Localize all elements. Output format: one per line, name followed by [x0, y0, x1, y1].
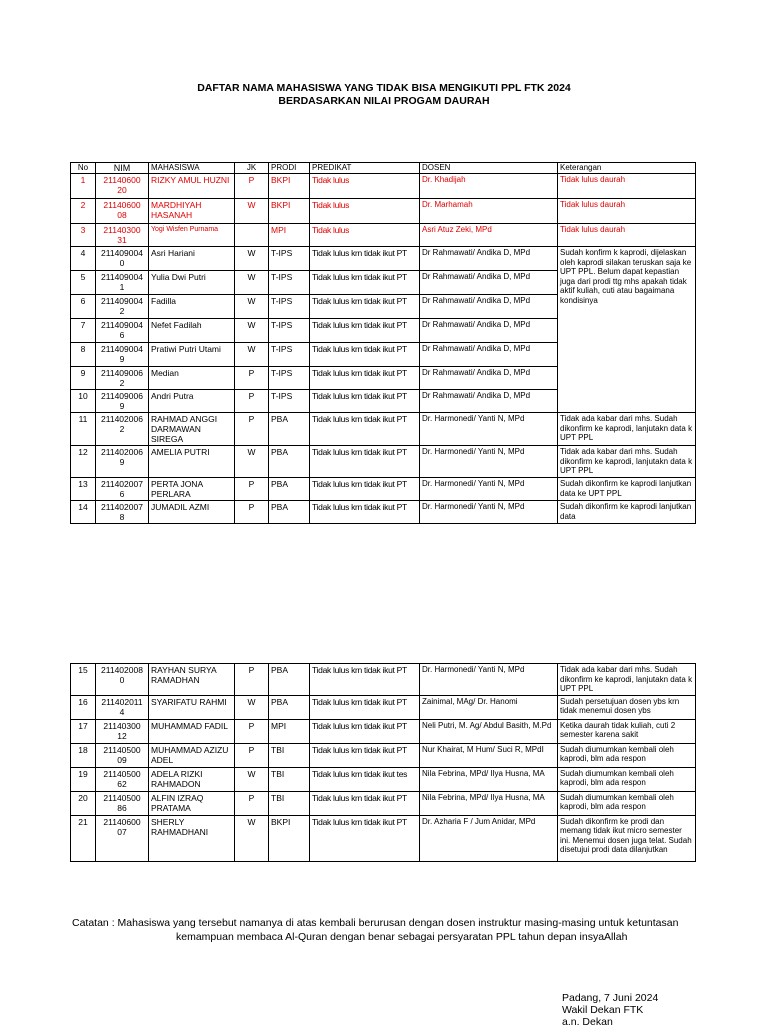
cell-dosen: Asri Atuz Zeki, MPd [420, 224, 558, 247]
table-row [71, 767, 696, 791]
cell-nim: 21140500 62 [96, 767, 149, 791]
cell-no: 6 [71, 295, 96, 319]
cell-prodi: PBA [269, 664, 310, 696]
cell-prodi: PBA [269, 695, 310, 719]
cell-mahasiswa: MARDHIYAH HASANAH [149, 199, 235, 224]
cell-prodi: T-IPS [269, 295, 310, 319]
cell-predikat: Tidak lulus krn tidak ikut PT [310, 247, 420, 271]
cell-predikat: Tidak lulus krn tidak ikut PT [310, 295, 420, 319]
cell-nim: 211402006 9 [96, 446, 149, 478]
table-row [71, 446, 696, 478]
cell-nim: 211402006 2 [96, 413, 149, 446]
document-subtitle: BERDASARKAN NILAI PROGAM DAURAH [278, 95, 490, 107]
cell-no: 2 [71, 199, 96, 224]
header-jk: JK [235, 163, 269, 174]
cell-predikat: Tidak lulus krn tidak ikut PT [310, 367, 420, 390]
cell-jk: P [235, 478, 269, 501]
cell-jk: W [235, 695, 269, 719]
cell-keterangan: Sudah dikonfirm ke kaprodi lanjutkan data ke UPT PPL [558, 478, 696, 501]
cell-prodi: PBA [269, 478, 310, 501]
cell-predikat: Tidak lulus krn tidak ikut PT [310, 695, 420, 719]
header-keterangan: Keterangan [558, 163, 696, 174]
cell-jk: W [235, 247, 269, 271]
cell-predikat: Tidak lulus krn tidak ikut PT [310, 791, 420, 815]
cell-predikat: Tidak lulus krn tidak ikut PT [310, 413, 420, 446]
cell-no: 18 [71, 743, 96, 767]
cell-jk: P [235, 174, 269, 199]
cell-mahasiswa: Median [149, 367, 235, 390]
cell-no: 20 [71, 791, 96, 815]
cell-prodi: TBI [269, 767, 310, 791]
cell-nim: 211409004 2 [96, 295, 149, 319]
signature-place-date: Padang, 7 Juni 2024 [562, 992, 659, 1004]
cell-no: 14 [71, 501, 96, 524]
cell-no: 10 [71, 390, 96, 413]
cell-dosen: Neli Putri, M. Ag/ Abdul Basith, M.Pd [420, 719, 558, 743]
cell-prodi: T-IPS [269, 247, 310, 271]
cell-nim: 211402011 4 [96, 695, 149, 719]
cell-prodi: T-IPS [269, 271, 310, 295]
cell-keterangan: Sudah diumumkan kembali oleh kaprodi, blm ada respon [558, 791, 696, 815]
cell-prodi: TBI [269, 743, 310, 767]
cell-predikat: Tidak lulus krn tidak ikut tes [310, 767, 420, 791]
cell-predikat: Tidak lulus krn tidak ikut PT [310, 343, 420, 367]
cell-predikat: Tidak lulus [310, 199, 420, 224]
cell-mahasiswa: ALFIN IZRAQ PRATAMA [149, 791, 235, 815]
cell-dosen: Dr Rahmawati/ Andika D, MPd [420, 295, 558, 319]
table-header-row [71, 163, 696, 174]
cell-no: 7 [71, 319, 96, 343]
cell-dosen: Dr Rahmawati/ Andika D, MPd [420, 319, 558, 343]
cell-predikat: Tidak lulus krn tidak ikut PT [310, 319, 420, 343]
table-row [71, 719, 696, 743]
table-row [71, 247, 696, 271]
cell-keterangan: Tidak lulus daurah [558, 174, 696, 199]
cell-dosen: Dr. Harmonedi/ Yanti N, MPd [420, 664, 558, 696]
cell-jk: W [235, 446, 269, 478]
cell-keterangan: Sudah diumumkan kembali oleh kaprodi, blm ada respon [558, 743, 696, 767]
cell-jk: W [235, 343, 269, 367]
cell-nim: 211402008 0 [96, 664, 149, 696]
cell-dosen: Nila Febrina, MPd/ Ilya Husna, MA [420, 791, 558, 815]
cell-jk: W [235, 199, 269, 224]
cell-jk [235, 224, 269, 247]
cell-predikat: Tidak lulus krn tidak ikut PT [310, 446, 420, 478]
cell-dosen: Dr Rahmawati/ Andika D, MPd [420, 247, 558, 271]
cell-no: 1 [71, 174, 96, 199]
cell-predikat: Tidak lulus krn tidak ikut PT [310, 719, 420, 743]
table-row [71, 501, 696, 524]
note-text-continued: kemampuan membaca Al-Quran dengan benar sebagai persyaratan PPL tahun depan insyaAllah [176, 931, 628, 943]
cell-no: 17 [71, 719, 96, 743]
cell-nim: 21140600 08 [96, 199, 149, 224]
cell-nim: 21140500 09 [96, 743, 149, 767]
cell-nim: 21140300 12 [96, 719, 149, 743]
cell-keterangan: Tidak lulus daurah [558, 199, 696, 224]
cell-no: 21 [71, 815, 96, 861]
cell-prodi: PBA [269, 446, 310, 478]
document-title: DAFTAR NAMA MAHASISWA YANG TIDAK BISA MENGIKUTI PPL FTK 2024 [197, 82, 571, 94]
cell-prodi: PBA [269, 413, 310, 446]
cell-jk: W [235, 271, 269, 295]
cell-nim: 21140600 07 [96, 815, 149, 861]
cell-prodi: T-IPS [269, 367, 310, 390]
cell-predikat: Tidak lulus [310, 224, 420, 247]
cell-predikat: Tidak lulus krn tidak ikut PT [310, 501, 420, 524]
cell-no: 4 [71, 247, 96, 271]
cell-jk: P [235, 664, 269, 696]
cell-no: 12 [71, 446, 96, 478]
cell-dosen: Zainimal, MAg/ Dr. Hanomi [420, 695, 558, 719]
cell-jk: P [235, 743, 269, 767]
cell-dosen: Dr. Harmonedi/ Yanti N, MPd [420, 446, 558, 478]
cell-nim: 211409006 9 [96, 390, 149, 413]
cell-dosen: Dr Rahmawati/ Andika D, MPd [420, 343, 558, 367]
cell-keterangan: Tidak ada kabar dari mhs. Sudah dikonfirm ke kaprodi, lanjutakn data k UPT PPL [558, 446, 696, 478]
cell-jk: P [235, 367, 269, 390]
cell-keterangan: Tidak ada kabar dari mhs. Sudah dikonfirm ke kaprodi, lanjutakn data k UPT PPL [558, 413, 696, 446]
cell-keterangan: Sudah diumumkan kembali oleh kaprodi, blm ada respon [558, 767, 696, 791]
cell-prodi: BKPI [269, 199, 310, 224]
cell-no: 8 [71, 343, 96, 367]
cell-predikat: Tidak lulus krn tidak ikut PT [310, 271, 420, 295]
note-text: Catatan : Mahasiswa yang tersebut namanya di atas kembali berurusan dengan dosen instruktur masing-masing untuk ketuntasan [72, 917, 679, 929]
cell-mahasiswa: Nefet Fadilah [149, 319, 235, 343]
cell-no: 15 [71, 664, 96, 696]
cell-prodi: TBI [269, 791, 310, 815]
cell-jk: W [235, 295, 269, 319]
cell-nim: 21140300 31 [96, 224, 149, 247]
cell-prodi: T-IPS [269, 319, 310, 343]
cell-dosen: Dr. Marhamah [420, 199, 558, 224]
cell-keterangan: Ketika daurah tidak kuliah, cuti 2 semester karena sakit [558, 719, 696, 743]
table-row [71, 224, 696, 247]
cell-nim: 211409004 0 [96, 247, 149, 271]
header-nim: NIM [96, 163, 149, 174]
cell-mahasiswa: MUHAMMAD FADIL [149, 719, 235, 743]
cell-dosen: Dr Rahmawati/ Andika D, MPd [420, 367, 558, 390]
header-prodi: PRODI [269, 163, 310, 174]
cell-keterangan: Sudah dikonfirm ke prodi dan memang tidak ikut micro semester ini. Menemui dosen juga telat. Sudah disetujui prodi data dilanjutkan [558, 815, 696, 861]
header-no: No [71, 163, 96, 174]
cell-keterangan: Tidak lulus daurah [558, 224, 696, 247]
cell-keterangan: Sudah persetujuan dosen ybs krn tidak menemui dosen ybs [558, 695, 696, 719]
cell-mahasiswa: SYARIFATU RAHMI [149, 695, 235, 719]
cell-dosen: Dr. Harmonedi/ Yanti N, MPd [420, 413, 558, 446]
cell-mahasiswa: JUMADIL AZMI [149, 501, 235, 524]
cell-dosen: Dr Rahmawati/ Andika D, MPd [420, 390, 558, 413]
cell-mahasiswa: RIZKY AMUL HUZNI [149, 174, 235, 199]
cell-keterangan: Tidak ada kabar dari mhs. Sudah dikonfirm ke kaprodi, lanjutakn data k UPT PPL [558, 664, 696, 696]
cell-predikat: Tidak lulus krn tidak ikut PT [310, 664, 420, 696]
cell-mahasiswa: Pratiwi Putri Utami [149, 343, 235, 367]
cell-mahasiswa: AMELIA PUTRI [149, 446, 235, 478]
cell-nim: 21140500 86 [96, 791, 149, 815]
table-row [71, 413, 696, 446]
cell-no: 5 [71, 271, 96, 295]
table-row [71, 791, 696, 815]
cell-nim: 211409006 2 [96, 367, 149, 390]
cell-jk: P [235, 390, 269, 413]
cell-predikat: Tidak lulus krn tidak ikut PT [310, 478, 420, 501]
cell-mahasiswa: Asri Hariani [149, 247, 235, 271]
cell-jk: W [235, 815, 269, 861]
cell-prodi: T-IPS [269, 343, 310, 367]
cell-dosen: Dr. Harmonedi/ Yanti N, MPd [420, 478, 558, 501]
cell-mahasiswa: Fadilla [149, 295, 235, 319]
cell-dosen: Dr. Azharia F / Jum Anidar, MPd [420, 815, 558, 861]
cell-nim: 21140600 20 [96, 174, 149, 199]
cell-prodi: BKPI [269, 174, 310, 199]
cell-jk: W [235, 319, 269, 343]
cell-no: 11 [71, 413, 96, 446]
cell-mahasiswa: RAYHAN SURYA RAMADHAN [149, 664, 235, 696]
cell-mahasiswa: ADELA RIZKI RAHMADON [149, 767, 235, 791]
cell-mahasiswa: SHERLY RAHMADHANI [149, 815, 235, 861]
cell-dosen: Nur Khairat, M Hum/ Suci R, MPdI [420, 743, 558, 767]
signature-title: Wakil Dekan FTK [562, 1004, 644, 1016]
cell-no: 19 [71, 767, 96, 791]
cell-no: 13 [71, 478, 96, 501]
cell-jk: P [235, 501, 269, 524]
cell-mahasiswa: RAHMAD ANGGI DARMAWAN SIREGA [149, 413, 235, 446]
cell-prodi: MPI [269, 224, 310, 247]
cell-no: 16 [71, 695, 96, 719]
cell-predikat: Tidak lulus krn tidak ikut PT [310, 390, 420, 413]
cell-prodi: T-IPS [269, 390, 310, 413]
signature-an: a.n. Dekan [562, 1016, 613, 1028]
header-predikat: PREDIKAT [310, 163, 420, 174]
cell-no: 3 [71, 224, 96, 247]
cell-mahasiswa: Yulia Dwi Putri [149, 271, 235, 295]
cell-mahasiswa: PERTA JONA PERLARA [149, 478, 235, 501]
cell-nim: 211409004 6 [96, 319, 149, 343]
cell-jk: P [235, 413, 269, 446]
table-row [71, 815, 696, 861]
cell-dosen: Dr Rahmawati/ Andika D, MPd [420, 271, 558, 295]
header-dosen: DOSEN [420, 163, 558, 174]
cell-predikat: Tidak lulus [310, 174, 420, 199]
cell-mahasiswa: Andri Putra [149, 390, 235, 413]
table-row [71, 199, 696, 224]
cell-keterangan: Sudah dikonfirm ke kaprodi lanjutkan data [558, 501, 696, 524]
cell-nim: 211409004 1 [96, 271, 149, 295]
table-row [71, 743, 696, 767]
cell-dosen: Dr. Khadijah [420, 174, 558, 199]
cell-dosen: Dr. Harmonedi/ Yanti N, MPd [420, 501, 558, 524]
cell-no: 9 [71, 367, 96, 390]
student-table-top [70, 162, 696, 524]
table-row [71, 478, 696, 501]
cell-mahasiswa: Yogi Wisfen Purnama [149, 224, 235, 247]
table-row [71, 174, 696, 199]
cell-nim: 211402007 6 [96, 478, 149, 501]
table-row [71, 664, 696, 696]
cell-mahasiswa: MUHAMMAD AZIZU ADEL [149, 743, 235, 767]
table-row [71, 695, 696, 719]
cell-nim: 211402007 8 [96, 501, 149, 524]
cell-dosen: Nila Febrina, MPd/ Ilya Husna, MA [420, 767, 558, 791]
cell-nim: 211409004 9 [96, 343, 149, 367]
cell-prodi: MPI [269, 719, 310, 743]
cell-predikat: Tidak lulus krn tidak ikut PT [310, 743, 420, 767]
cell-prodi: BKPI [269, 815, 310, 861]
cell-jk: P [235, 719, 269, 743]
cell-keterangan: Sudah konfirm k kaprodi, dijelaskan oleh kaprodi silakan teruskan saja ke UPT PPL. Belum dapat kepastian juga dari prodi ttg mhs apakah tidak aktif kuliah, cuti atau bagaimana kondisinya [558, 247, 696, 413]
cell-prodi: PBA [269, 501, 310, 524]
header-mahasiswa: MAHASISWA [149, 163, 235, 174]
cell-predikat: Tidak lulus krn tidak ikut PT [310, 815, 420, 861]
cell-jk: W [235, 767, 269, 791]
cell-jk: P [235, 791, 269, 815]
student-table-bottom [70, 663, 696, 862]
